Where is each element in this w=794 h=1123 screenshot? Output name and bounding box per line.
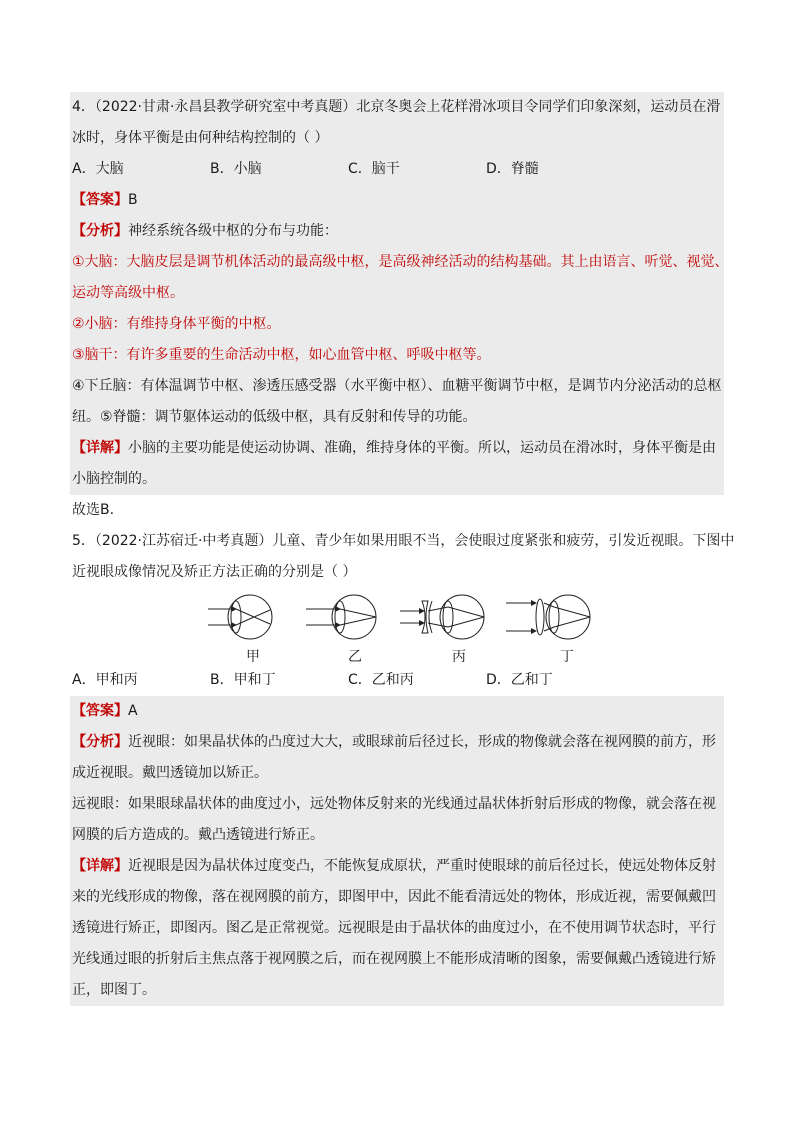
eye-diagrams [70, 589, 724, 665]
label-jia: 甲 [246, 649, 260, 665]
q5-analysis-2a: 远视眼：如果眼球晶状体的曲度过小，远处物体反射来的光线通过晶状体折射后形成的物像，就会落在视 [70, 789, 724, 820]
q4-analysis-4b: 纽。⑤脊髓：调节躯体运动的低级中枢，具有反射和传导的功能。 [70, 402, 724, 433]
q4-analysis-3: ③脑干：有许多重要的生命活动中枢，如心血管中枢、呼吸中枢等。 [70, 340, 724, 371]
q4-option-a: A．大脑 [72, 161, 124, 177]
answer-value: B [128, 192, 138, 208]
analysis-head-text: 神经系统各级中枢的分布与功能： [128, 223, 338, 239]
q5-detail-line1 [70, 851, 724, 882]
q5-analysis-2b: 网膜的后方造成的。戴凸透镜进行矫正。 [70, 820, 724, 851]
q4-analysis-1a: ①大脑：大脑皮层是调节机体活动的最高级中枢，是高级神经活动的结构基础。其上由语言、听觉、视觉、 [70, 247, 724, 278]
q5-stem-line1: 5．（2022·江苏宿迁·中考真题）儿童、青少年如果用眼不当，会使眼过度紧张和疲劳，引发近视眼。下图中 [72, 533, 735, 549]
q5-analysis-1b: 成近视眼。戴凹透镜加以矫正。 [70, 758, 724, 789]
q4-option-d: D．脊髓 [486, 161, 539, 177]
q4-analysis-1b: 运动等高级中枢。 [70, 278, 724, 309]
label-bing: 丙 [452, 649, 466, 665]
detail-tag: 【详解】 [72, 440, 128, 456]
label-yi: 乙 [348, 649, 362, 665]
q5-option-d: D．乙和丁 [486, 672, 553, 688]
q5-stem-line2: 近视眼成像情况及矫正方法正确的分别是（ ） [72, 564, 357, 580]
eye-ding [506, 595, 590, 639]
q5-option-c: C．乙和丙 [348, 672, 414, 688]
detail-text: 近视眼是因为晶状体过度变凸，不能恢复成原状，严重时使眼球的前后径过长，使远处物体反射 [128, 858, 716, 874]
eye-bing [400, 595, 484, 639]
analysis-tag: 【分析】 [72, 223, 128, 239]
q4-answer [70, 185, 724, 216]
q4-conclusion: 故选B. [72, 502, 115, 518]
q5-detail-line5: 正，即图丁。 [70, 975, 724, 1006]
q5-option-b: B．甲和丁 [210, 672, 276, 688]
q4-detail-line1 [70, 433, 724, 464]
eye-yi [306, 595, 376, 639]
answer-tag: 【答案】 [72, 192, 128, 208]
q4-options [70, 154, 724, 185]
analysis-text: 近视眼：如果晶状体的凸度过大大，或眼球前后径过长，形成的物像就会落在视网膜的前方，形 [128, 734, 716, 750]
q4-analysis-head [70, 216, 724, 247]
q4-analysis-4a: ④下丘脑：有体温调节中枢、渗透压感受器（水平衡中枢）、血糖平衡调节中枢，是调节内分泌活动的总枢 [70, 371, 724, 402]
q5-detail-line4: 光线通过眼的折射后主焦点落于视网膜之后，而在视网膜上不能形成清晰的图象，需要佩戴凸透镜进行矫 [70, 944, 724, 975]
q5-detail-line2: 来的光线形成的物像，落在视网膜的前方，即图甲中，因此不能看清远处的物体，形成近视，需要佩戴凹 [70, 882, 724, 913]
q4-option-c: C．脑干 [348, 161, 400, 177]
q5-analysis-1a [70, 727, 724, 758]
detail-text: 小脑的主要功能是使运动协调、准确，维持身体的平衡。所以，运动员在滑冰时，身体平衡是由 [128, 440, 716, 456]
document-page [70, 92, 735, 1006]
q4-detail-line2: 小脑控制的。 [70, 464, 724, 495]
q4-stem-line2: 冰时，身体平衡是由何种结构控制的（ ） [70, 123, 724, 154]
q5-answer [70, 696, 724, 727]
q4-analysis-2: ②小脑：有维持身体平衡的中枢。 [70, 309, 724, 340]
q5-option-a: A．甲和丙 [72, 672, 138, 688]
detail-tag: 【详解】 [72, 858, 128, 874]
q5-detail-line3: 透镜进行矫正，即图丙。图乙是正常视觉。远视眼是由于晶状体的曲度过小，在不使用调节状态时，平行 [70, 913, 724, 944]
eye-figure [70, 589, 724, 665]
q4-stem-line1: 4．（2022·甘肃·永昌县教学研究室中考真题）北京冬奥会上花样滑冰项目令同学们印象深刻，运动员在滑 [70, 92, 724, 123]
answer-value: A [128, 703, 138, 719]
label-ding: 丁 [560, 649, 574, 665]
analysis-tag: 【分析】 [72, 734, 128, 750]
answer-tag: 【答案】 [72, 703, 128, 719]
q4-option-b: B．小脑 [210, 161, 262, 177]
q5-options [70, 665, 724, 696]
eye-jia [208, 595, 272, 639]
